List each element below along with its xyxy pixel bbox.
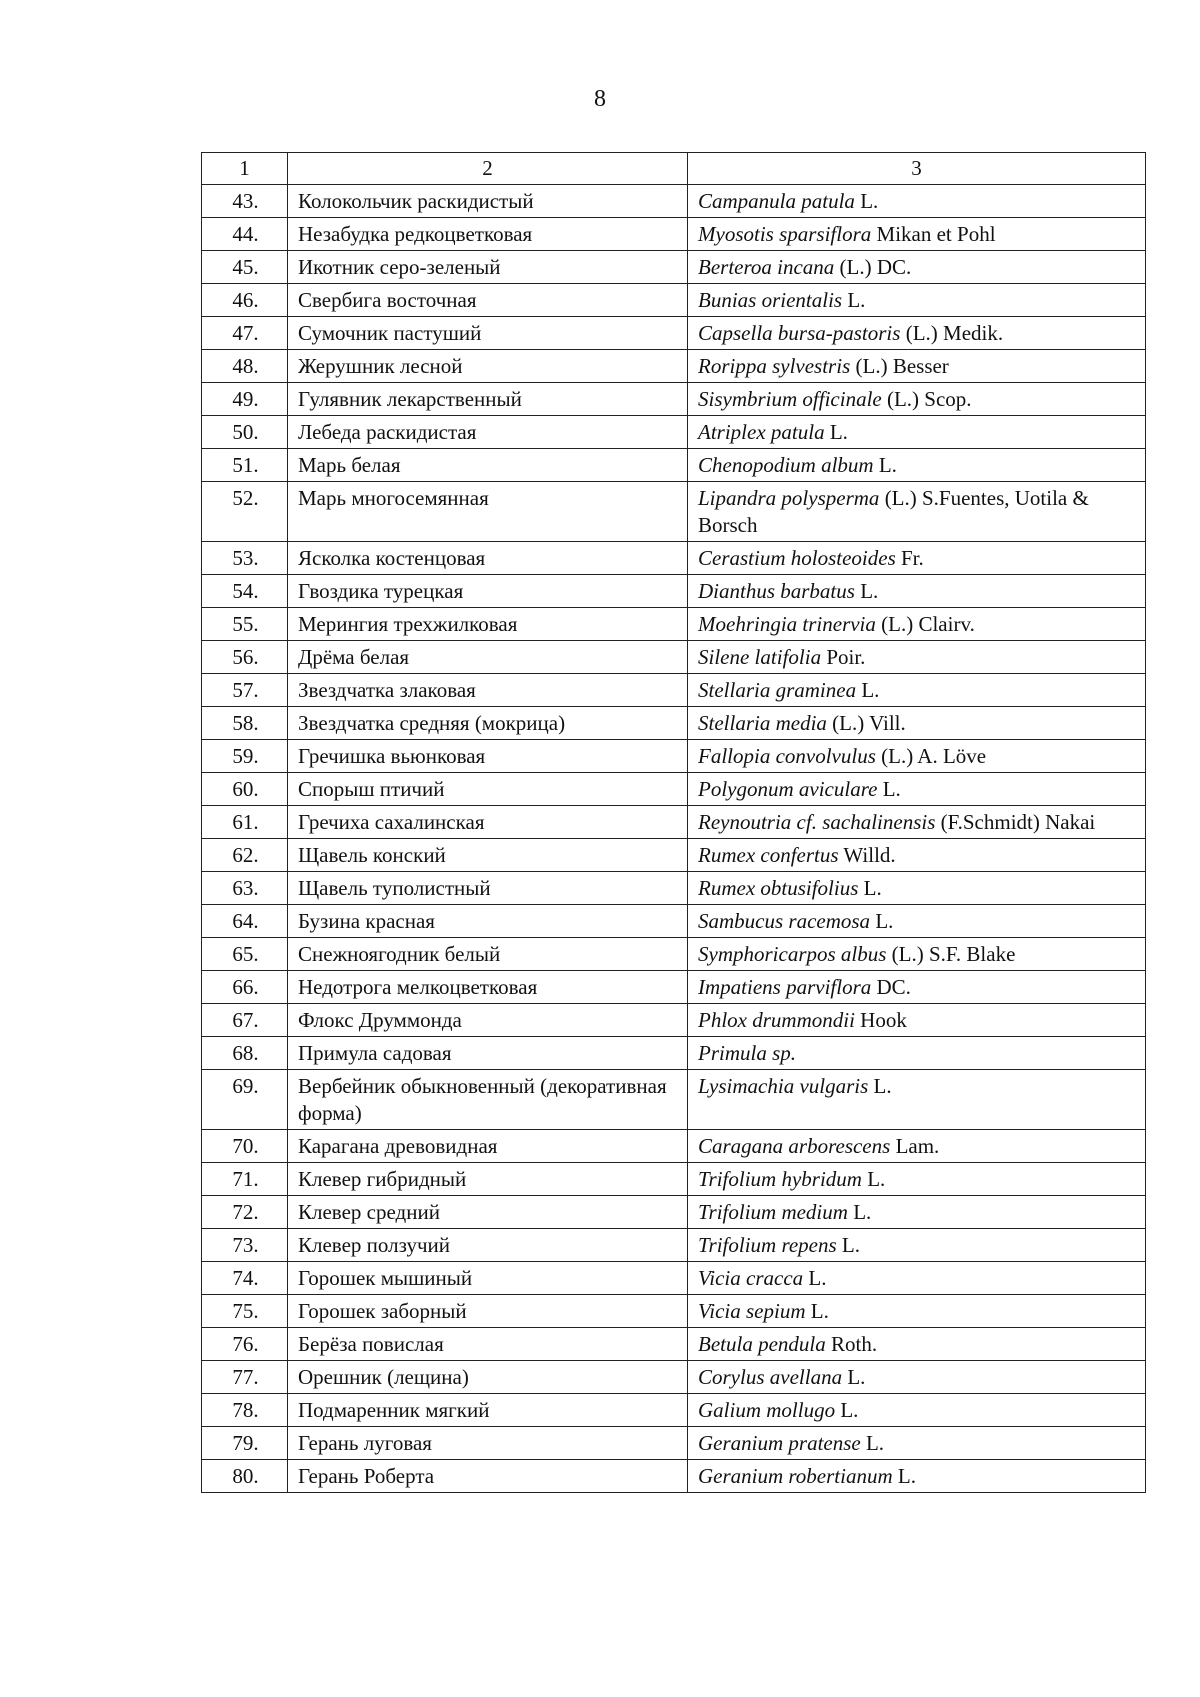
latin-name: Vicia sepium bbox=[698, 1299, 806, 1323]
taxon-author: L. bbox=[842, 288, 866, 312]
table-body bbox=[202, 185, 1146, 1493]
row-number: 52. bbox=[202, 482, 288, 542]
taxon-author: Roth. bbox=[825, 1332, 878, 1356]
latin-name-cell bbox=[688, 185, 1146, 218]
latin-name-cell bbox=[688, 1229, 1146, 1262]
russian-name: Клевер ползучий bbox=[288, 1229, 688, 1262]
table-row bbox=[202, 773, 1146, 806]
taxon-author: L. bbox=[858, 876, 882, 900]
latin-name: Geranium robertianum bbox=[698, 1464, 893, 1488]
taxon-author: L. bbox=[870, 909, 894, 933]
latin-name: Vicia cracca bbox=[698, 1266, 804, 1290]
latin-name-cell bbox=[688, 1394, 1146, 1427]
taxon-author: (L.) Vill. bbox=[826, 711, 906, 735]
latin-name: Rorippa sylvestris bbox=[698, 354, 851, 378]
table-row bbox=[202, 284, 1146, 317]
latin-name-cell bbox=[688, 674, 1146, 707]
row-number: 78. bbox=[202, 1394, 288, 1427]
row-number: 71. bbox=[202, 1163, 288, 1196]
row-number: 53. bbox=[202, 542, 288, 575]
row-number: 51. bbox=[202, 449, 288, 482]
table-row bbox=[202, 1361, 1146, 1394]
table-row bbox=[202, 350, 1146, 383]
russian-name: Подмаренник мягкий bbox=[288, 1394, 688, 1427]
row-number: 64. bbox=[202, 905, 288, 938]
latin-name-cell bbox=[688, 1295, 1146, 1328]
row-number: 55. bbox=[202, 608, 288, 641]
russian-name: Гречиха сахалинская bbox=[288, 806, 688, 839]
row-number: 80. bbox=[202, 1460, 288, 1493]
latin-name-cell bbox=[688, 383, 1146, 416]
russian-name: Колокольчик раскидистый bbox=[288, 185, 688, 218]
russian-name: Бузина красная bbox=[288, 905, 688, 938]
latin-name: Cerastium holosteoides bbox=[698, 546, 896, 570]
latin-name: Dianthus barbatus bbox=[698, 579, 855, 603]
table-row bbox=[202, 1130, 1146, 1163]
russian-name: Вербейник обыкновенный (декоративная форма) bbox=[288, 1070, 688, 1130]
latin-name: Rumex confertus bbox=[698, 843, 839, 867]
table-row bbox=[202, 641, 1146, 674]
row-number: 54. bbox=[202, 575, 288, 608]
taxon-author: L. bbox=[805, 1299, 829, 1323]
russian-name: Карагана древовидная bbox=[288, 1130, 688, 1163]
latin-name: Betula pendula bbox=[698, 1332, 826, 1356]
taxon-author: L. bbox=[860, 1431, 885, 1455]
taxon-author: DC. bbox=[871, 975, 911, 999]
taxon-author: (L.) Besser bbox=[850, 354, 949, 378]
latin-name-cell bbox=[688, 1163, 1146, 1196]
taxon-author: (L.) Medik. bbox=[900, 321, 1004, 345]
row-number: 46. bbox=[202, 284, 288, 317]
table-row bbox=[202, 482, 1146, 542]
latin-name: Atriplex patula bbox=[698, 420, 825, 444]
table-row bbox=[202, 1295, 1146, 1328]
row-number: 44. bbox=[202, 218, 288, 251]
latin-name-cell bbox=[688, 1130, 1146, 1163]
table-row bbox=[202, 806, 1146, 839]
latin-name: Symphoricarpos albus bbox=[698, 942, 887, 966]
row-number: 47. bbox=[202, 317, 288, 350]
latin-name: Moehringia trinervia bbox=[698, 612, 876, 636]
taxon-author: Fr. bbox=[895, 546, 924, 570]
species-table bbox=[201, 152, 1146, 1493]
latin-name-cell bbox=[688, 542, 1146, 575]
latin-name: Trifolium medium bbox=[698, 1200, 848, 1224]
taxon-author: L. bbox=[824, 420, 848, 444]
table-header-row bbox=[202, 153, 1146, 185]
latin-name: Campanula patula bbox=[698, 189, 855, 213]
row-number: 68. bbox=[202, 1037, 288, 1070]
latin-name: Capsella bursa-pastoris bbox=[698, 321, 901, 345]
russian-name: Звездчатка средняя (мокрица) bbox=[288, 707, 688, 740]
table-row bbox=[202, 251, 1146, 284]
russian-name: Лебеда раскидистая bbox=[288, 416, 688, 449]
latin-name: Reynoutria cf. sachalinensis bbox=[698, 810, 936, 834]
russian-name: Сумочник пастуший bbox=[288, 317, 688, 350]
latin-name: Trifolium hybridum bbox=[698, 1167, 862, 1191]
latin-name: Lipandra polysperma bbox=[698, 486, 880, 510]
russian-name: Берёза повислая bbox=[288, 1328, 688, 1361]
table-row bbox=[202, 608, 1146, 641]
latin-name-cell bbox=[688, 317, 1146, 350]
table-row bbox=[202, 1262, 1146, 1295]
table-row bbox=[202, 674, 1146, 707]
russian-name: Икотник серо-зеленый bbox=[288, 251, 688, 284]
table-row bbox=[202, 1037, 1146, 1070]
latin-name-cell bbox=[688, 1328, 1146, 1361]
latin-name: Stellaria graminea bbox=[698, 678, 857, 702]
column-header-number: 1 bbox=[202, 153, 288, 185]
row-number: 50. bbox=[202, 416, 288, 449]
taxon-author: (L.) S.Fuentes, Uotila & Borsch bbox=[698, 486, 1089, 537]
table-row bbox=[202, 1394, 1146, 1427]
latin-name: Trifolium repens bbox=[698, 1233, 837, 1257]
latin-name: Lysimachia vulgaris bbox=[698, 1074, 869, 1098]
latin-name-cell bbox=[688, 1427, 1146, 1460]
row-number: 43. bbox=[202, 185, 288, 218]
row-number: 69. bbox=[202, 1070, 288, 1130]
taxon-author: L. bbox=[836, 1233, 860, 1257]
russian-name: Марь белая bbox=[288, 449, 688, 482]
russian-name: Щавель туполистный bbox=[288, 872, 688, 905]
russian-name: Спорыш птичий bbox=[288, 773, 688, 806]
taxon-author: L. bbox=[803, 1266, 827, 1290]
taxon-author: L. bbox=[868, 1074, 892, 1098]
table-row bbox=[202, 905, 1146, 938]
latin-name-cell bbox=[688, 1460, 1146, 1493]
row-number: 49. bbox=[202, 383, 288, 416]
latin-name: Stellaria media bbox=[698, 711, 827, 735]
latin-name-cell bbox=[688, 482, 1146, 542]
table-row bbox=[202, 218, 1146, 251]
table-row bbox=[202, 839, 1146, 872]
russian-name: Жерушник лесной bbox=[288, 350, 688, 383]
table-row bbox=[202, 317, 1146, 350]
latin-name-cell bbox=[688, 872, 1146, 905]
russian-name: Горошек мышиный bbox=[288, 1262, 688, 1295]
table-row bbox=[202, 1427, 1146, 1460]
table-row bbox=[202, 971, 1146, 1004]
row-number: 70. bbox=[202, 1130, 288, 1163]
russian-name: Незабудка редкоцветковая bbox=[288, 218, 688, 251]
taxon-author: (F.Schmidt) Nakai bbox=[935, 810, 1096, 834]
row-number: 48. bbox=[202, 350, 288, 383]
row-number: 62. bbox=[202, 839, 288, 872]
latin-name-cell bbox=[688, 938, 1146, 971]
latin-name-cell bbox=[688, 1262, 1146, 1295]
latin-name: Berteroa incana bbox=[698, 255, 835, 279]
table-row bbox=[202, 449, 1146, 482]
taxon-author: L. bbox=[877, 777, 901, 801]
russian-name: Примула садовая bbox=[288, 1037, 688, 1070]
russian-name: Гвоздика турецкая bbox=[288, 575, 688, 608]
row-number: 65. bbox=[202, 938, 288, 971]
row-number: 74. bbox=[202, 1262, 288, 1295]
taxon-author: L. bbox=[842, 1365, 866, 1389]
table-row bbox=[202, 707, 1146, 740]
taxon-author: L. bbox=[892, 1464, 916, 1488]
taxon-author: L. bbox=[873, 453, 897, 477]
column-header-russian-name: 2 bbox=[288, 153, 688, 185]
table-row bbox=[202, 1229, 1146, 1262]
latin-name-cell bbox=[688, 707, 1146, 740]
latin-name-cell bbox=[688, 1361, 1146, 1394]
latin-name: Chenopodium album bbox=[698, 453, 874, 477]
row-number: 79. bbox=[202, 1427, 288, 1460]
latin-name: Bunias orientalis bbox=[698, 288, 843, 312]
latin-name: Geranium pratense bbox=[698, 1431, 861, 1455]
latin-name: Fallopia convolvulus bbox=[698, 744, 876, 768]
table-row bbox=[202, 740, 1146, 773]
latin-name-cell bbox=[688, 1196, 1146, 1229]
table-row bbox=[202, 383, 1146, 416]
row-number: 60. bbox=[202, 773, 288, 806]
table-row bbox=[202, 575, 1146, 608]
latin-name-cell bbox=[688, 1070, 1146, 1130]
latin-name: Silene latifolia bbox=[698, 645, 822, 669]
latin-name-cell bbox=[688, 218, 1146, 251]
latin-name-cell bbox=[688, 416, 1146, 449]
russian-name: Герань Роберта bbox=[288, 1460, 688, 1493]
taxon-author: (L.) S.F. Blake bbox=[886, 942, 1016, 966]
latin-name: Myosotis sparsiflora bbox=[698, 222, 872, 246]
russian-name: Орешник (лещина) bbox=[288, 1361, 688, 1394]
table-row bbox=[202, 542, 1146, 575]
table-row bbox=[202, 1328, 1146, 1361]
russian-name: Марь многосемянная bbox=[288, 482, 688, 542]
page-number: 8 bbox=[594, 86, 606, 112]
latin-name: Rumex obtusifolius bbox=[698, 876, 859, 900]
latin-name: Caragana arborescens bbox=[698, 1134, 891, 1158]
row-number: 77. bbox=[202, 1361, 288, 1394]
russian-name: Горошек заборный bbox=[288, 1295, 688, 1328]
row-number: 67. bbox=[202, 1004, 288, 1037]
row-number: 59. bbox=[202, 740, 288, 773]
taxon-author: Willd. bbox=[838, 843, 896, 867]
latin-name: Phlox drummondii bbox=[698, 1008, 855, 1032]
table-row bbox=[202, 416, 1146, 449]
latin-name-cell bbox=[688, 806, 1146, 839]
taxon-author: (L.) DC. bbox=[834, 255, 912, 279]
row-number: 66. bbox=[202, 971, 288, 1004]
taxon-author: L. bbox=[847, 1200, 872, 1224]
latin-name: Impatiens parviflora bbox=[698, 975, 872, 999]
taxon-author: L. bbox=[854, 189, 879, 213]
row-number: 61. bbox=[202, 806, 288, 839]
row-number: 63. bbox=[202, 872, 288, 905]
taxon-author: (L.) Scop. bbox=[881, 387, 972, 411]
latin-name: Primula sp. bbox=[698, 1041, 797, 1065]
row-number: 57. bbox=[202, 674, 288, 707]
russian-name: Клевер гибридный bbox=[288, 1163, 688, 1196]
taxon-author: Mikan et Pohl bbox=[871, 222, 996, 246]
russian-name: Дрёма белая bbox=[288, 641, 688, 674]
taxon-author: L. bbox=[856, 678, 880, 702]
russian-name: Флокс Друммонда bbox=[288, 1004, 688, 1037]
latin-name-cell bbox=[688, 740, 1146, 773]
taxon-author: Hook bbox=[854, 1008, 907, 1032]
taxon-author: L. bbox=[854, 579, 879, 603]
latin-name-cell bbox=[688, 1004, 1146, 1037]
taxon-author: (L.) A. Löve bbox=[875, 744, 987, 768]
row-number: 72. bbox=[202, 1196, 288, 1229]
latin-name: Sambucus racemosa bbox=[698, 909, 871, 933]
latin-name-cell bbox=[688, 449, 1146, 482]
taxon-author: (L.) Clairv. bbox=[875, 612, 975, 636]
latin-name-cell bbox=[688, 971, 1146, 1004]
table-row bbox=[202, 185, 1146, 218]
row-number: 76. bbox=[202, 1328, 288, 1361]
russian-name: Звездчатка злаковая bbox=[288, 674, 688, 707]
taxon-author: L. bbox=[835, 1398, 859, 1422]
latin-name: Sisymbrium officinale bbox=[698, 387, 882, 411]
table-row bbox=[202, 1163, 1146, 1196]
latin-name: Polygonum aviculare bbox=[698, 777, 878, 801]
table-row bbox=[202, 872, 1146, 905]
latin-name-cell bbox=[688, 773, 1146, 806]
russian-name: Клевер средний bbox=[288, 1196, 688, 1229]
latin-name: Corylus avellana bbox=[698, 1365, 843, 1389]
row-number: 45. bbox=[202, 251, 288, 284]
russian-name: Мерингия трехжилковая bbox=[288, 608, 688, 641]
latin-name: Galium mollugo bbox=[698, 1398, 836, 1422]
row-number: 56. bbox=[202, 641, 288, 674]
latin-name-cell bbox=[688, 284, 1146, 317]
latin-name-cell bbox=[688, 641, 1146, 674]
row-number: 58. bbox=[202, 707, 288, 740]
russian-name: Гулявник лекарственный bbox=[288, 383, 688, 416]
table-row bbox=[202, 1070, 1146, 1130]
russian-name: Гречишка вьюнковая bbox=[288, 740, 688, 773]
latin-name-cell bbox=[688, 1037, 1146, 1070]
table-row bbox=[202, 1196, 1146, 1229]
russian-name: Щавель конский bbox=[288, 839, 688, 872]
latin-name-cell bbox=[688, 608, 1146, 641]
table-row bbox=[202, 1004, 1146, 1037]
russian-name: Недотрога мелкоцветковая bbox=[288, 971, 688, 1004]
table-row bbox=[202, 1460, 1146, 1493]
russian-name: Ясколка костенцовая bbox=[288, 542, 688, 575]
latin-name-cell bbox=[688, 839, 1146, 872]
russian-name: Снежноягодник белый bbox=[288, 938, 688, 971]
latin-name-cell bbox=[688, 575, 1146, 608]
row-number: 75. bbox=[202, 1295, 288, 1328]
taxon-author: L. bbox=[861, 1167, 886, 1191]
latin-name-cell bbox=[688, 251, 1146, 284]
column-header-latin-name: 3 bbox=[688, 153, 1146, 185]
russian-name: Герань луговая bbox=[288, 1427, 688, 1460]
row-number: 73. bbox=[202, 1229, 288, 1262]
russian-name: Свербига восточная bbox=[288, 284, 688, 317]
taxon-author: Lam. bbox=[890, 1134, 940, 1158]
table-row bbox=[202, 938, 1146, 971]
taxon-author: Poir. bbox=[821, 645, 866, 669]
latin-name-cell bbox=[688, 350, 1146, 383]
latin-name-cell bbox=[688, 905, 1146, 938]
